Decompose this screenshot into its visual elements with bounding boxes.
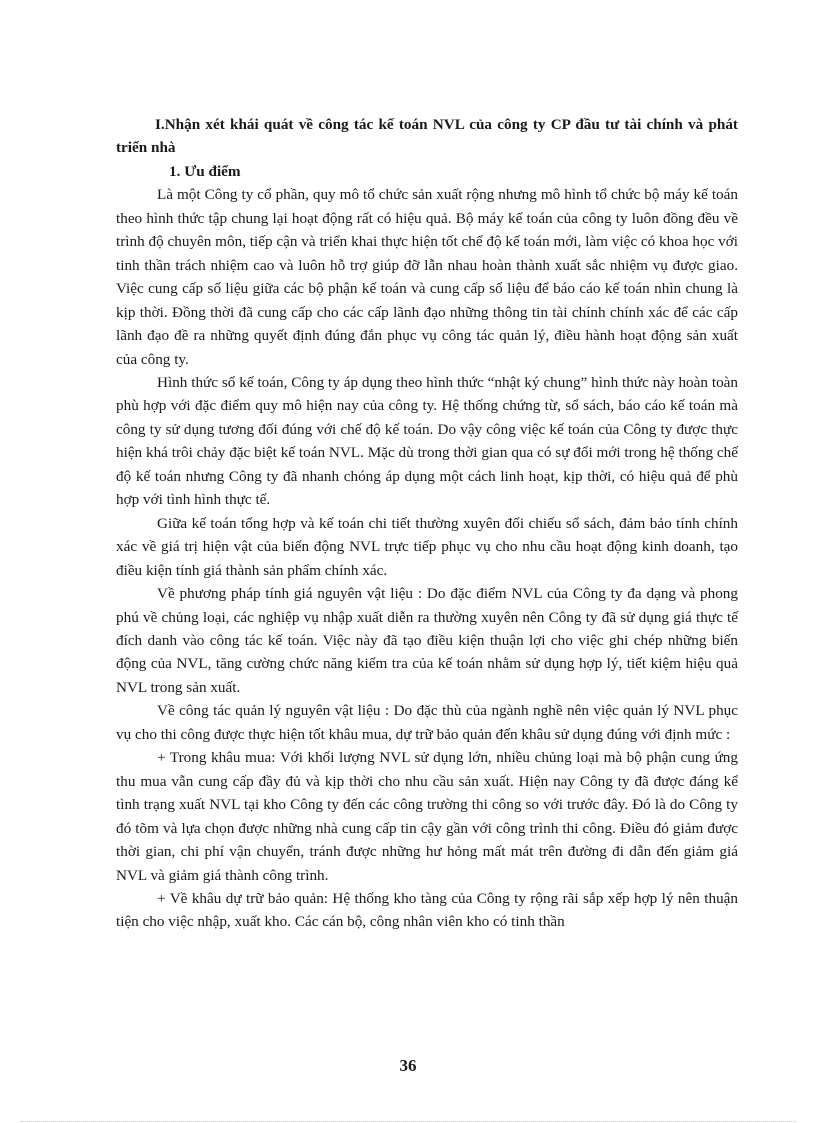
paragraph-6: + Trong khâu mua: Với khối lượng NVL sử dụng lớn, nhiều chủng loại mà bộ phận cung ứng thu mua vẫn cung cấp đầy đủ và kịp thời cho nhu cầu sản xuất. Hiện nay Công ty đã được đáng kể tình trạng xuất NVL tại kho Công ty đến các công trường thi công so với trước đây. Đó là do Công ty đó tõm và lựa chọn được những nhà cung cấp tin cậy gần với công trình thi công. Điều đó giảm được thời gian, chi phí vận chuyển, tránh được những hư hỏng mất mát trên đường đi dẫn đến giảm giá NVL và giảm giá thành công trình. bbox=[116, 749, 738, 884]
page-body bbox=[116, 113, 738, 934]
page-number: 36 bbox=[399, 1056, 417, 1075]
paragraph-2: Hình thức sổ kế toán, Công ty áp dụng theo hình thức “nhật ký chung” hình thức này hoàn toàn phù hợp với đặc điểm quy mô hiện nay của công ty. Hệ thống chứng từ, sổ sách, báo cáo kế toán mà công ty sử dụng tương đối đúng với chế độ kế toán. Do vậy công việc kế toán của Công ty được thực hiện khá trôi chảy đặc biệt kế toán NVL. Mặc dù trong thời gian qua có sự đổi mới trong hệ thống chế độ kế toán nhưng Công ty đã nhanh chóng áp dụng một cách linh hoạt, kịp thời, có hiệu quả để phù hợp với tình hình thực tế. bbox=[116, 373, 738, 509]
paragraph-1: Là một Công ty cổ phần, quy mô tổ chức sản xuất rộng nhưng mô hình tổ chức bộ máy kế toán theo hình thức tập chung lại hoạt động rất có hiệu quả. Bộ máy kế toán của công ty luôn đồng đều về trình độ chuyên môn, tiếp cận và triển khai thực hiện tốt chế độ kế toán mới, làm việc có khoa học với tinh thần trách nhiệm cao và luôn hỗ trợ giúp đỡ lẫn nhau hoàn thành xuất sắc nhiệm vụ được giao. Việc cung cấp số liệu giữa các bộ phận kế toán và cung cấp số liệu để báo cáo kế toán nhìn chung là kịp thời. Đồng thời đã cung cấp cho các cấp lãnh đạo những thông tin tài chính chính xác để các cấp lãnh đạo đề ra những quyết định đúng đắn phục vụ công tác quản lý, điều hành hoạt động sản xuất của công ty. bbox=[116, 186, 738, 368]
paragraph-4: Về phương pháp tính giá nguyên vật liệu : Do đặc điểm NVL của Công ty đa dạng và phong phú về chủng loại, các nghiệp vụ nhập xuất diễn ra thường xuyên nên Công ty đã sử dụng giá thực tế đích danh vào công tác kế toán. Việc này đã tạo điều kiện thuận lợi cho việc ghi chép những biến động của NVL, tăng cường chức năng kiểm tra của kế toán nhằm sử dụng hợp lý, tiết kiệm hiệu quả NVL trong sản xuất. bbox=[116, 585, 738, 696]
section-heading: I.Nhận xét khái quát về công tác kế toán NVL của công ty CP đầu tư tài chính và phát triển nhà bbox=[116, 116, 738, 157]
paragraph-5: Về công tác quản lý nguyên vật liệu : Do đặc thù của ngành nghề nên việc quản lý NVL phục vụ cho thi công được thực hiện tốt khâu mua, dự trữ bảo quản đến khâu sử dụng đúng với định mức : bbox=[116, 702, 738, 743]
paragraph-3: Giữa kế toán tổng hợp và kế toán chi tiết thường xuyên đối chiếu sổ sách, đảm bảo tính chính xác về giá trị hiện vật của biến động NVL trực tiếp phục vụ cho nhu cầu hoạt động kinh doanh, tạo điều kiện tính giá thành sản phẩm chính xác. bbox=[116, 514, 738, 579]
subsection-heading: 1. Ưu điểm bbox=[169, 162, 241, 180]
page-bottom-divider bbox=[20, 1121, 796, 1122]
paragraph-7: + Về khâu dự trữ bảo quản: Hệ thống kho tàng của Công ty rộng rãi sắp xếp hợp lý nên thuận tiện cho việc nhập, xuất kho. Các cán bộ, công nhân viên kho có tinh thần bbox=[116, 889, 738, 931]
